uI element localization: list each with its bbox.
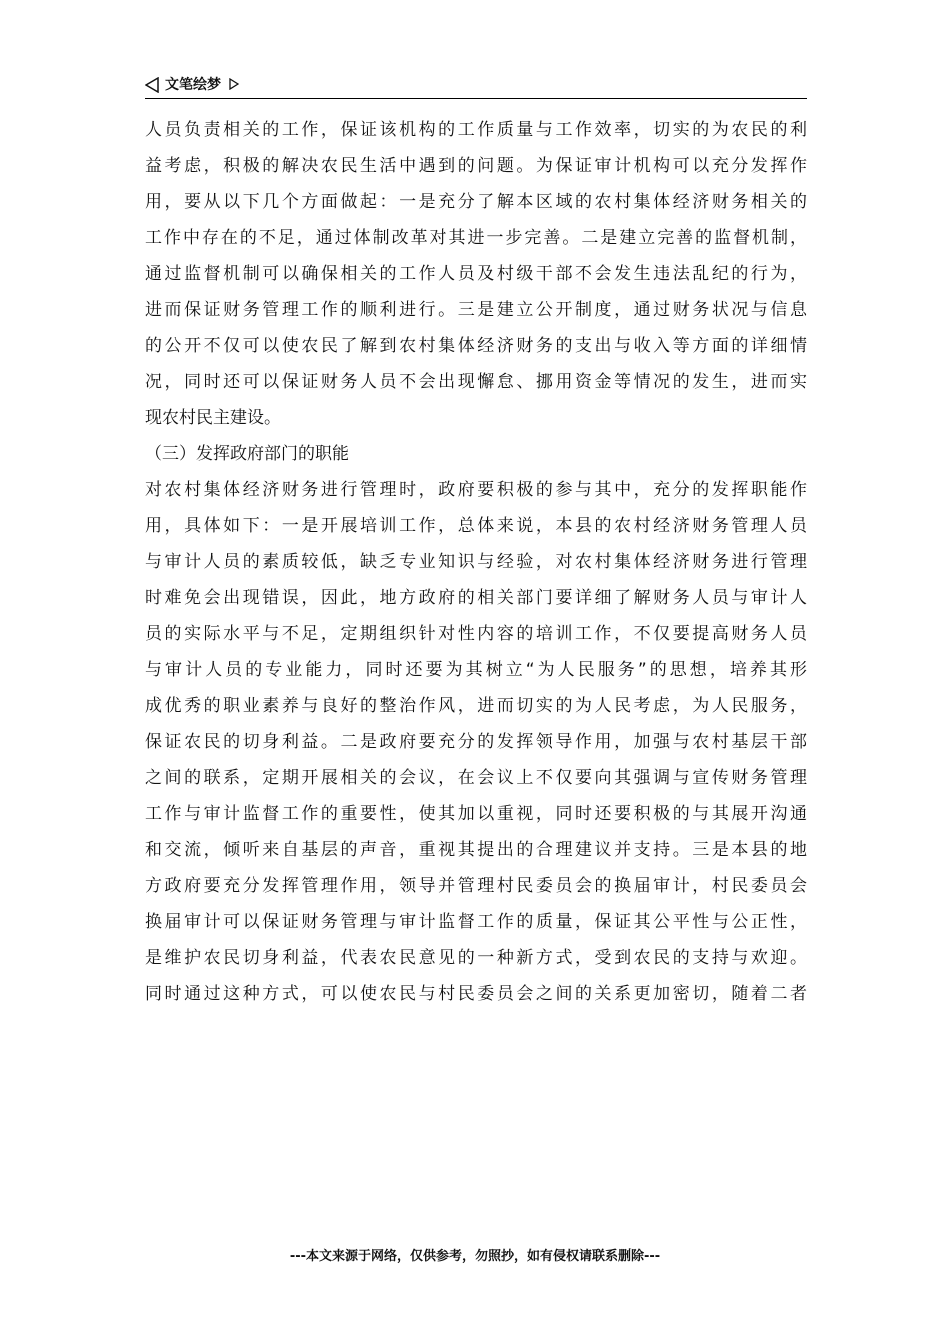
- text-line: 保证农民的切身利益。二是政府要充分的发挥领导作用，加强与农村基层干部: [145, 732, 807, 752]
- text-line: 成优秀的职业素养与良好的整治作风，进而切实的为人民考虑，为人民服务，: [145, 696, 807, 716]
- text-line: 人员负责相关的工作，保证该机构的工作质量与工作效率，切实的为农民的利: [145, 120, 807, 140]
- text-line: 工作中存在的不足，通过体制改革对其进一步完善。二是建立完善的监督机制，: [145, 228, 807, 248]
- document-body: [145, 112, 807, 1012]
- text-line: 之间的联系，定期开展相关的会议，在会议上不仅要向其强调与宣传财务管理: [145, 768, 807, 788]
- text-line: 用，要从以下几个方面做起：一是充分了解本区域的农村集体经济财务相关的: [145, 192, 807, 212]
- text-line: 用，具体如下：一是开展培训工作，总体来说，本县的农村经济财务管理人员: [145, 516, 807, 536]
- left-triangle-icon: [145, 77, 159, 93]
- section-heading: （三）发挥政府部门的职能: [145, 444, 349, 464]
- page-footer: ---本文来源于网络，仅供参考，勿照抄，如有侵权请联系删除---: [289, 1249, 661, 1264]
- page-header: [145, 72, 807, 99]
- right-triangle-icon: [229, 78, 239, 90]
- text-line: 时难免会出现错误，因此，地方政府的相关部门要详细了解财务人员与审计人: [145, 588, 807, 608]
- text-line: 换届审计可以保证财务管理与审计监督工作的质量，保证其公平性与公正性，: [145, 912, 807, 932]
- paragraph: [145, 472, 807, 1012]
- text-line: 方政府要充分发挥管理作用，领导并管理村民委员会的换届审计，村民委员会: [145, 876, 807, 896]
- text-line: 益考虑，积极的解决农民生活中遇到的问题。为保证审计机构可以充分发挥作: [145, 156, 807, 176]
- text-line: 和交流，倾听来自基层的声音，重视其提出的合理建议并支持。三是本县的地: [145, 840, 807, 860]
- text-line: 通过监督机制可以确保相关的工作人员及村级干部不会发生违法乱纪的行为，: [145, 264, 807, 284]
- text-line: 与审计人员的专业能力，同时还要为其树立“为人民服务”的思想，培养其形: [145, 660, 807, 680]
- text-line: 况，同时还可以保证财务人员不会出现懈怠、挪用资金等情况的发生，进而实: [145, 372, 807, 392]
- text-line: 工作与审计监督工作的重要性，使其加以重视，同时还要积极的与其展开沟通: [145, 804, 807, 824]
- text-line: 对农村集体经济财务进行管理时，政府要积极的参与其中，充分的发挥职能作: [145, 480, 807, 500]
- text-line: 的公开不仅可以使农民了解到农村集体经济财务的支出与收入等方面的详细情: [145, 336, 807, 356]
- paragraph: [145, 112, 807, 436]
- text-line: 是维护农民切身利益，代表农民意见的一种新方式，受到农民的支持与欢迎。: [145, 948, 807, 968]
- header-title: 文笔绘梦: [165, 77, 221, 93]
- text-line: 员的实际水平与不足，定期组织针对性内容的培训工作，不仅要提高财务人员: [145, 624, 807, 644]
- text-line: 进而保证财务管理工作的顺利进行。三是建立公开制度，通过财务状况与信息: [145, 300, 807, 320]
- text-line: 与审计人员的素质较低，缺乏专业知识与经验，对农村集体经济财务进行管理: [145, 552, 807, 572]
- text-line: 同时通过这种方式，可以使农民与村民委员会之间的关系更加密切，随着二者: [145, 984, 807, 1004]
- text-line: 现农村民主建设。: [145, 408, 281, 428]
